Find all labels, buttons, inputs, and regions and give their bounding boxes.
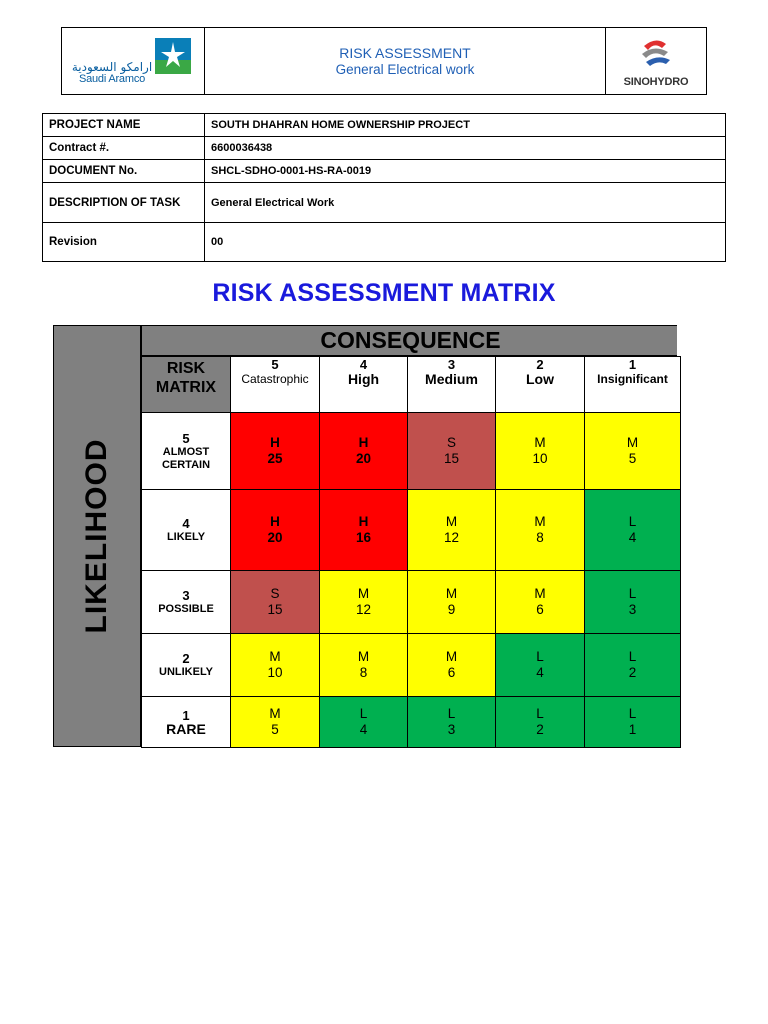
- table-row: [43, 160, 726, 183]
- consequence-label: Insignificant: [597, 372, 668, 386]
- likelihood-row: [142, 413, 681, 490]
- risk-score: 15: [267, 602, 283, 617]
- likelihood-label: RARE: [166, 721, 206, 737]
- risk-score: 20: [267, 530, 283, 545]
- table-row: [43, 223, 726, 262]
- risk-cell: [231, 697, 320, 748]
- risk-cell: [408, 413, 496, 490]
- consequence-number: 2: [536, 357, 544, 372]
- risk-matrix-corner: [142, 357, 231, 413]
- risk-score: 6: [536, 602, 544, 617]
- likelihood-label: LIKELY: [166, 531, 206, 543]
- consequence-col-header: [496, 357, 585, 413]
- consequence-number: 4: [359, 357, 368, 372]
- risk-score: 4: [628, 530, 637, 545]
- risk-cell: [408, 634, 496, 697]
- risk-score: 10: [532, 451, 548, 466]
- likelihood-number: 2: [182, 651, 190, 666]
- document-header: [61, 27, 707, 95]
- likelihood-row-header: [142, 697, 231, 748]
- risk-cell: [496, 571, 585, 634]
- likelihood-number: 1: [182, 708, 190, 723]
- risk-score: 4: [536, 665, 544, 680]
- risk-score: 12: [355, 602, 372, 617]
- risk-score: 8: [536, 530, 544, 545]
- project-info-table: [42, 113, 726, 262]
- risk-score: 5: [628, 451, 637, 466]
- risk-cell: [496, 634, 585, 697]
- risk-cell: [496, 490, 585, 571]
- risk-score: 15: [443, 451, 460, 466]
- likelihood-label: LIKELIHOOD: [80, 438, 113, 634]
- consequence-col-header: [585, 357, 681, 413]
- consequence-label: Low: [526, 371, 554, 387]
- risk-cell: [585, 634, 681, 697]
- risk-level: L: [628, 514, 637, 529]
- risk-score: 9: [447, 602, 456, 617]
- risk-score: 2: [536, 722, 544, 737]
- risk-cell: [585, 490, 681, 571]
- risk-score: 10: [267, 665, 283, 680]
- likelihood-label: ALMOST CERTAIN: [161, 445, 211, 471]
- risk-cell: [408, 571, 496, 634]
- risk-level: L: [536, 706, 544, 721]
- saudi-aramco-logo: [62, 28, 205, 94]
- likelihood-row: [142, 634, 681, 697]
- risk-level: S: [446, 435, 456, 450]
- risk-level: L: [359, 706, 368, 721]
- sinohydro-logo: [606, 28, 706, 94]
- header-title-block: [205, 28, 606, 94]
- likelihood-row: [142, 697, 681, 748]
- risk-score: 5: [271, 722, 279, 737]
- risk-score: 20: [355, 451, 372, 466]
- likelihood-row-header: [142, 634, 231, 697]
- table-row: [43, 137, 726, 160]
- project-name-label: PROJECT NAME: [43, 114, 205, 137]
- risk-level: M: [269, 706, 281, 721]
- aramco-star-icon: [155, 38, 191, 74]
- risk-level: M: [269, 649, 281, 664]
- risk-score: 2: [628, 665, 637, 680]
- risk-cell: [231, 571, 320, 634]
- consequence-label: High: [347, 371, 380, 387]
- matrix-title: RISK ASSESSMENT MATRIX: [212, 279, 556, 307]
- task-description-value: General Electrical Work: [205, 183, 726, 223]
- risk-cell: [320, 634, 408, 697]
- risk-level: L: [628, 706, 637, 721]
- risk-level: H: [358, 514, 369, 529]
- consequence-header-row: [142, 357, 681, 413]
- risk-cell: [320, 413, 408, 490]
- likelihood-row-header: [142, 413, 231, 490]
- table-row: [43, 183, 726, 223]
- aramco-arabic-name: ارامكو السعودية: [71, 60, 153, 74]
- sinohydro-mark-icon: [636, 36, 676, 72]
- corner-label-line1: RISK: [166, 360, 206, 377]
- risk-level: L: [447, 706, 456, 721]
- aramco-english-name: Saudi Aramco: [78, 73, 146, 85]
- likelihood-number: 4: [182, 516, 190, 531]
- risk-level: L: [536, 649, 544, 664]
- consequence-number: 1: [628, 357, 637, 372]
- likelihood-label: UNLIKELY: [159, 666, 213, 678]
- task-description-label: DESCRIPTION OF TASK: [43, 183, 205, 223]
- risk-level: M: [626, 435, 639, 450]
- risk-level: M: [357, 649, 370, 664]
- risk-cell: [496, 413, 585, 490]
- likelihood-number: 3: [182, 588, 190, 603]
- likelihood-row: [142, 571, 681, 634]
- risk-cell: [585, 413, 681, 490]
- risk-level: M: [445, 649, 458, 664]
- risk-level: L: [628, 586, 637, 601]
- risk-level: M: [445, 586, 458, 601]
- risk-cell: [320, 490, 408, 571]
- consequence-number: 3: [447, 357, 456, 372]
- likelihood-row-header: [142, 571, 231, 634]
- risk-level: L: [628, 649, 637, 664]
- consequence-col-header: [231, 357, 320, 413]
- risk-score: 6: [447, 665, 456, 680]
- header-subtitle: General Electrical work: [335, 62, 475, 77]
- contract-value: 6600036438: [205, 137, 726, 160]
- risk-score: 4: [359, 722, 368, 737]
- risk-cell: [320, 571, 408, 634]
- likelihood-row-header: [142, 490, 231, 571]
- risk-score: 12: [443, 530, 460, 545]
- risk-score: 8: [359, 665, 368, 680]
- sinohydro-name: SINOHYDRO: [623, 76, 689, 88]
- risk-level: H: [270, 514, 280, 529]
- risk-score: 1: [628, 722, 637, 737]
- risk-level: M: [445, 514, 458, 529]
- risk-level: S: [270, 586, 280, 601]
- risk-cell: [231, 634, 320, 697]
- header-title: RISK ASSESSMENT: [339, 45, 471, 61]
- risk-cell: [408, 490, 496, 571]
- likelihood-axis-header: [53, 325, 141, 747]
- risk-level: H: [358, 435, 369, 450]
- risk-score: 25: [267, 451, 283, 466]
- risk-level: M: [357, 586, 370, 601]
- risk-cell: [231, 413, 320, 490]
- risk-matrix-grid: [141, 356, 681, 748]
- document-number-value: SHCL-SDHO-0001-HS-RA-0019: [205, 160, 726, 183]
- likelihood-label: POSSIBLE: [158, 603, 214, 615]
- risk-cell: [496, 697, 585, 748]
- risk-level: M: [534, 514, 546, 529]
- revision-label: Revision: [43, 223, 205, 262]
- risk-cell: [585, 571, 681, 634]
- risk-cell: [408, 697, 496, 748]
- consequence-col-header: [320, 357, 408, 413]
- consequence-label: Medium: [425, 371, 478, 387]
- likelihood-number: 5: [182, 430, 190, 446]
- risk-score: 3: [628, 602, 637, 617]
- consequence-axis-header: CONSEQUENCE: [141, 325, 680, 356]
- document-number-label: DOCUMENT No.: [43, 160, 205, 183]
- risk-score: 16: [355, 530, 372, 545]
- risk-level: H: [270, 435, 280, 450]
- risk-cell: [585, 697, 681, 748]
- contract-label: Contract #.: [43, 137, 205, 160]
- consequence-col-header: [408, 357, 496, 413]
- corner-label-line2: MATRIX: [155, 379, 217, 396]
- risk-cell: [320, 697, 408, 748]
- risk-score: 3: [447, 722, 456, 737]
- likelihood-row: [142, 490, 681, 571]
- project-name-value: SOUTH DHAHRAN HOME OWNERSHIP PROJECT: [205, 114, 726, 137]
- consequence-number: 5: [271, 357, 279, 372]
- risk-level: M: [534, 435, 546, 450]
- consequence-label: Catastrophic: [241, 372, 309, 386]
- table-row: [43, 114, 726, 137]
- risk-cell: [231, 490, 320, 571]
- risk-level: M: [534, 586, 546, 601]
- revision-value: 00: [205, 223, 726, 262]
